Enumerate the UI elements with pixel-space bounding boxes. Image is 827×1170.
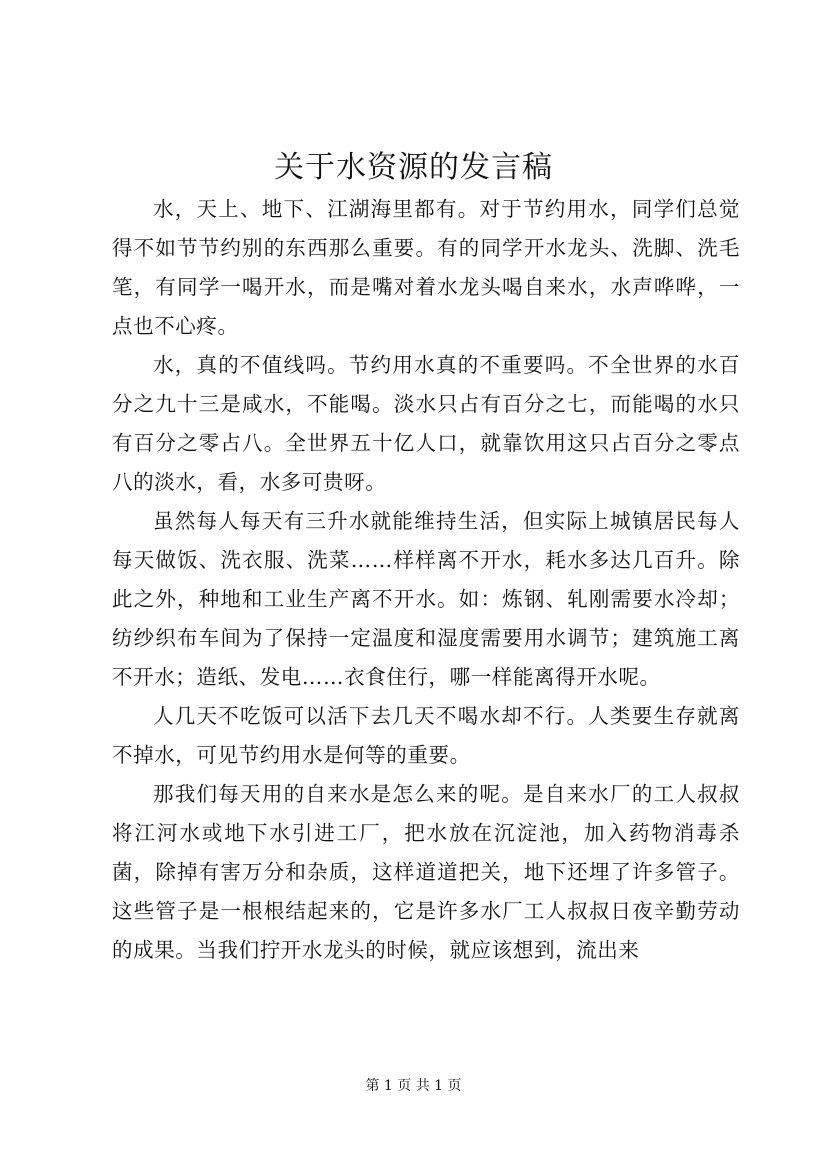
document-body — [112, 190, 740, 970]
paragraph-2: 水，真的不值线吗。节约用水真的不重要吗。不全世界的水百分之九十三是咸水，不能喝。淡水只占有百分之七，而能喝的水只有百分之零占八。全世界五十亿人口，就靠饮用这只占百分之零点八的淡水，看，水多可贵呀。 — [112, 353, 740, 494]
document-title: 关于水资源的发言稿 — [274, 150, 553, 185]
paragraph-1: 水，天上、地下、江湖海里都有。对于节约用水，同学们总觉得不如节节约别的东西那么重要。有的同学开水龙头、洗脚、洗毛笔，有同学一喝开水，而是嘴对着水龙头喝自来水，水声哗哗，一点也不心疼。 — [112, 197, 740, 338]
page-footer: 第 1 页 共 1 页 — [365, 1078, 462, 1094]
paragraph-3: 虽然每人每天有三升水就能维持生活，但实际上城镇居民每人每天做饭、洗衣服、洗菜……样样离不开水，耗水多达几百升。除此之外，种地和工业生产离不开水。如：炼钢、轧刚需要水冷却；纺纱织布车间为了保持一定温度和湿度需要用水调节；建筑施工离不开水；造纸、发电……衣食住行，哪一样能离得开水呢。 — [112, 509, 740, 689]
paragraph-4: 人几天不吃饭可以活下去几天不喝水却不行。人类要生存就离不掉水，可见节约用水是何等的重要。 — [112, 704, 740, 767]
paragraph-5: 那我们每天用的自来水是怎么来的呢。是自来水厂的工人叔叔将江河水或地下水引进工厂，把水放在沉淀池，加入药物消毒杀菌，除掉有害万分和杂质，这样道道把关，地下还埋了许多管子。这些管子是一根根结起来的，它是许多水厂工人叔叔日夜辛勤劳动的成果。当我们拧开水龙头的时候，就应该想到，流出来 — [112, 782, 740, 962]
